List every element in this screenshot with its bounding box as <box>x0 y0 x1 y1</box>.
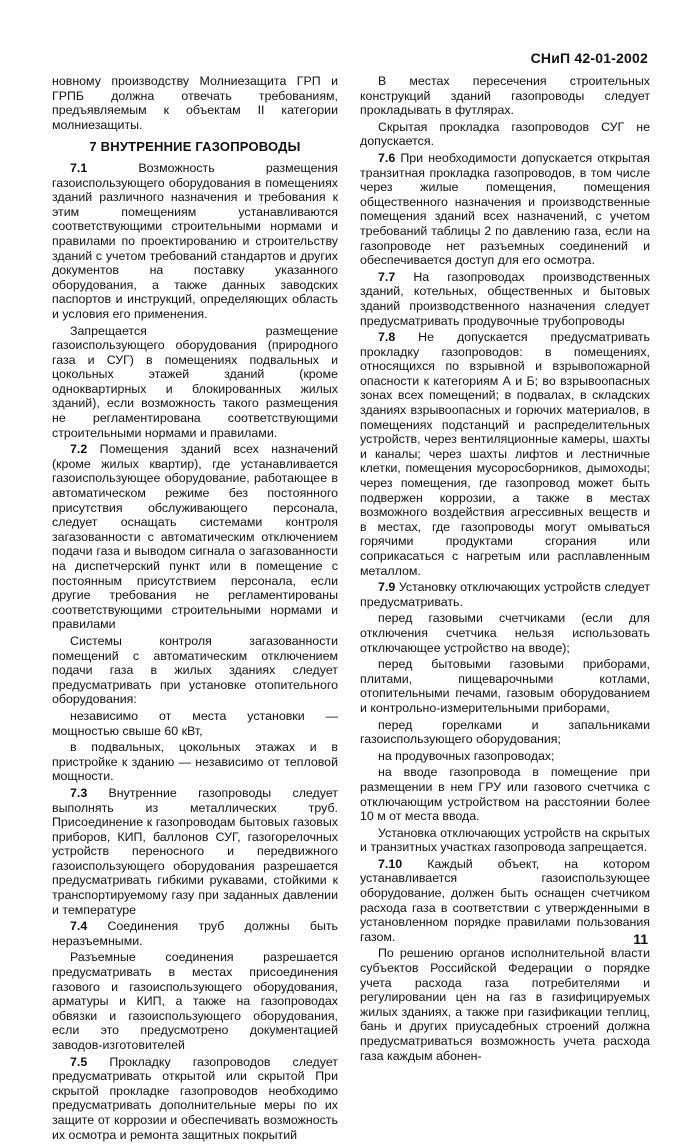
clause-7-4 <box>52 919 338 948</box>
paragraph: По решению органов исполнительной власти субъектов Российской Федерации о порядке учета расхода газа потребителями и регулировании цен на газ в газифицируемых жилых зданиях, а также при газификации теплиц, бань и других приусадебных строений должна предусматриваться возможность учета расхода газа каждым абонен- <box>360 946 650 1063</box>
section-title: 7 ВНУТРЕННИЕ ГАЗОПРОВОДЫ <box>89 139 301 155</box>
list-item: на продувочных газопроводах; <box>378 748 555 763</box>
right-column <box>360 74 650 1065</box>
clause-7-7 <box>360 270 650 328</box>
paragraph: в подвальных, цокольных этажах и в пристройке к зданию — независимо от тепловой мощности. <box>52 740 338 784</box>
clause-text: Установку отключающих устройств следует предусматривать. <box>360 580 650 609</box>
clause-7-1 <box>52 161 338 322</box>
clause-text: Помещения зданий всех назначений (кроме жилых квартир), где устанавливается газоиспользующее оборудование, работающее в автоматическом режиме без постоянного присутствия обслуживающего персонала, следует оснащать системами контроля загазованности с автоматическим отключением подачи газа и выводом сигнала о загазованности на диспетчерский пункт или в помещение с постоянным присутствием персонала, если другие требования не регламентированы соответствующими строительными нормами и правилами <box>52 442 339 632</box>
clause-7-10 <box>360 857 650 945</box>
clause-7-2 <box>52 442 338 632</box>
clause-number: 7.10 <box>378 856 403 871</box>
clause-number: 7.2 <box>70 442 88 457</box>
paragraph: Разъемные соединения разрешается предусматривать в местах присоединения газового и газоиспользующего оборудования, арматуры и КИП, а также на газопроводах обвязки и газоиспользующего оборудования, если это предусмотрено документацией заводов-изготовителей <box>52 950 338 1052</box>
clause-7-8 <box>360 330 650 578</box>
clause-text: Возможность размещения газоиспользующего оборудования в помещениях зданий различного назначения и требования к этим помещениям устанавливаются соответствующими строительными нормами и правилами по проектированию и строительству зданий с учетом требований стандартов и других документов на поставку указанного оборудования, а также данных заводских паспортов и инструкций, определяющих область и условия его применения. <box>52 160 338 321</box>
intro-paragraph: новному производству Молниезащита ГРП и ГРПБ должна отвечать требованиям, предъявляемым к объектам II категории молниезащиты. <box>52 74 338 132</box>
clause-text: Прокладку газопроводов следует предусматривать открытой или скрытой При скрытой прокладке газопроводов необходимо предусматривать дополнительные меры по их защите от коррозии и обеспечивать возможность их осмотра и ремонта защитных покрытий <box>52 1054 338 1142</box>
clause-text: Не допускается предусматривать прокладку газопроводов: в помещениях, относящихся по взрывной и взрывопожарной опасности к категориям А и Б; во взрывоопасных зонах всех помещений; в подвалах, в складских зданиях взрывоопасных и горючих материалов, в помещениях подстанций и распределительных устройств, через вентиляционные камеры, шахты и каналы; через шахты лифтов и лестничные клетки, помещения мусоросборников, дымоходы; через помещения, где газопровод может быть подвержен коррозии, а также в местах возможного воздействия агрессивных веществ и в местах, где газопроводы могут омываться горячими продуктами сгорания или соприкасаться с нагретым или расплавленным металлом. <box>360 330 650 578</box>
clause-number: 7.6 <box>378 150 396 165</box>
clause-7-5 <box>52 1055 338 1143</box>
paragraph: независимо от места установки — мощностью свыше 60 кВт, <box>52 708 338 738</box>
list-item: перед бытовыми газовыми приборами, плитами, пищеварочными котлами, отопительными печами, газовым оборудованием и контрольно-измерительными приборами, <box>360 657 650 715</box>
clause-number: 7.7 <box>378 269 396 284</box>
clause-7-6 <box>360 151 650 268</box>
list-item: перед горелками и запальниками газоиспользующего оборудования; <box>360 717 650 747</box>
paragraph: Запрещается размещение газоиспользующего оборудования (природного газа и СУГ) в помещениях подвальных и цокольных этажей зданий (кроме одноквартирных и блокированных жилых зданий), если возможность такого размещения не регламентирована соответствующими строительными нормами и правилами. <box>52 323 338 440</box>
clause-text: На газопроводах производственных зданий, котельных, общественных и бытовых зданий производственного назначения следует предусматривать продувочные трубопроводы <box>360 269 650 328</box>
clause-number: 7.4 <box>70 919 88 934</box>
clause-number: 7.8 <box>378 330 396 345</box>
paragraph: Установка отключающих устройств на скрытых и транзитных участках газопровода запрещается. <box>360 825 650 855</box>
clause-text: Внутренние газопроводы следует выполнять из металлических труб. Присоединение к газопроводам бытовых газовых приборов, КИП, баллонов СУГ, газогорелочных устройств переносного и передвижного газоиспользующего оборудования разрешается предусматривать гибкими рукавами, стойкими к транспортируемому газу при заданных давлении и температуре <box>52 785 338 917</box>
paragraph: Системы контроля загазованности помещений с автоматическим отключением подачи газа в жилых зданиях следует предусматривать при установке отопительного оборудования: <box>52 633 338 707</box>
paragraph: Скрытая прокладка газопроводов СУГ не допускается. <box>360 119 650 149</box>
list-item: перед газовыми счетчиками (если для отключения счетчика нельзя использовать отключающее устройство на вводе); <box>360 611 650 655</box>
clause-text: Соединения труб должны быть неразъемными. <box>52 919 338 948</box>
left-column <box>52 74 338 1144</box>
clause-7-9 <box>360 580 650 609</box>
clause-7-3 <box>52 786 338 917</box>
clause-number: 7.5 <box>70 1054 88 1069</box>
clause-number: 7.1 <box>70 160 88 175</box>
paragraph: В местах пересечения строительных конструкций зданий газопроводы следует прокладывать в футлярах. <box>360 74 650 118</box>
clause-number: 7.9 <box>378 580 396 595</box>
document-code: СНиП 42-01-2002 <box>530 50 648 66</box>
list-item: на вводе газопровода в помещение при размещении в нем ГРУ или газового счетчика с отключающим устройством на расстоянии более 10 м от места ввода. <box>360 765 650 824</box>
clause-text: Каждый объект, на котором устанавливается газоиспользующее оборудование, должен быть оснащен счетчиком расхода газа в соответствии с утвержденными в установленном порядке правилами пользования газом. <box>360 856 651 944</box>
clause-text: При необходимости допускается открытая транзитная прокладка газопроводов, в том числе через жилые помещения, помещения общественного назначения и производственные помещения зданий всех назначений, с учетом требований таблицы 2 по давлению газа, если на газопроводе нет разъемных соединений и обеспечивается доступ для его осмотра. <box>360 150 650 268</box>
clause-number: 7.3 <box>70 785 88 800</box>
page-number: 11 <box>633 931 648 947</box>
